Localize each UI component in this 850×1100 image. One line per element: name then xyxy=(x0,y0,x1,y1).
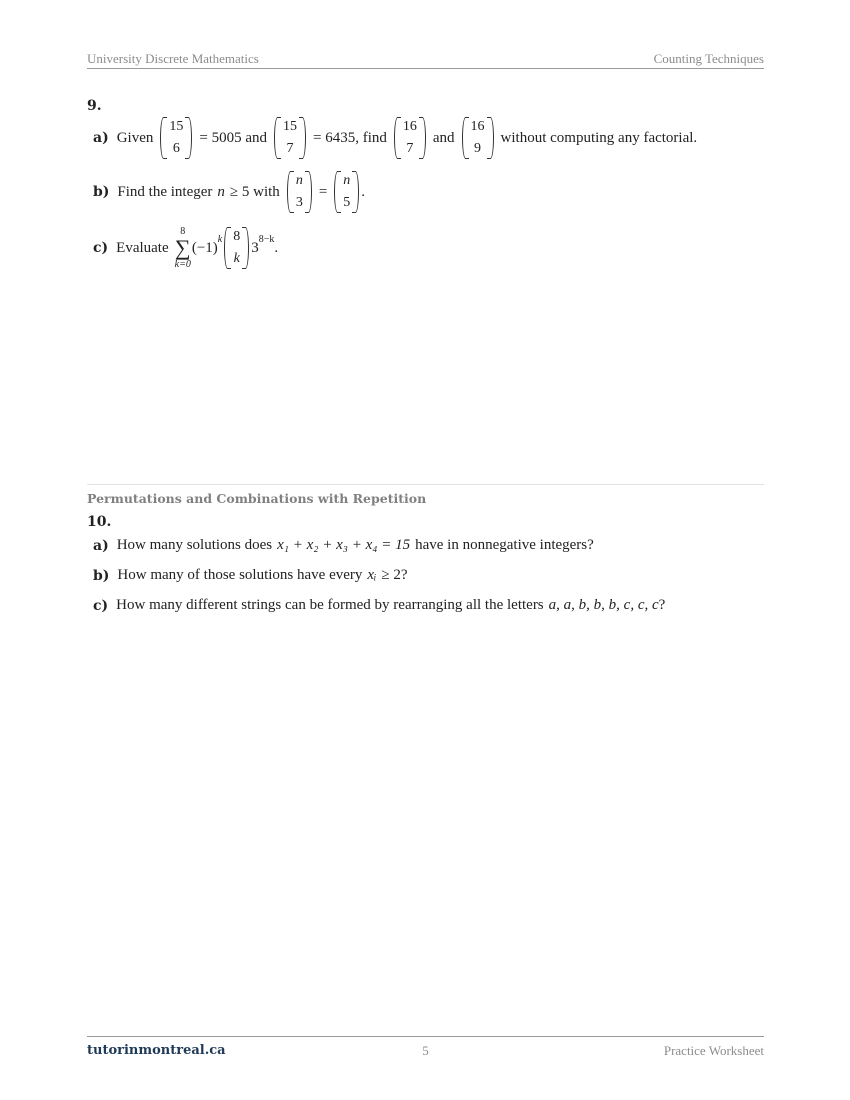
text: Given xyxy=(116,129,154,146)
footer-website-link[interactable]: tutorinmontreal.ca xyxy=(87,1043,226,1058)
header-course-title: University Discrete Mathematics xyxy=(87,51,259,66)
text: without computing any factorial. xyxy=(500,129,698,146)
binom-top: 8 xyxy=(233,229,241,244)
text: Find the integer xyxy=(117,183,213,200)
binom-top: 16 xyxy=(470,119,485,134)
variable: n xyxy=(217,183,225,200)
binom-top: n xyxy=(343,173,351,188)
binom-bottom: 3 xyxy=(295,195,303,210)
binomial xyxy=(160,117,192,159)
exponent: k xyxy=(217,234,223,245)
period: . xyxy=(361,183,366,200)
header-chapter-title: Counting Techniques xyxy=(653,51,764,66)
problem-9a xyxy=(93,117,697,159)
exponent: 8−k xyxy=(258,234,275,245)
problem-9-number: 9. xyxy=(87,98,102,114)
binomial xyxy=(394,117,426,159)
text: = 6435, find xyxy=(313,129,387,146)
text: ≥ 5 with xyxy=(229,183,280,200)
binom-bottom: 6 xyxy=(172,141,180,156)
binom-bottom: 5 xyxy=(343,195,351,210)
summation xyxy=(175,226,191,270)
binomial xyxy=(274,117,306,159)
problem-10-number: 10. xyxy=(87,514,112,530)
sigma-icon: ∑ xyxy=(174,235,191,260)
base: 3 xyxy=(251,239,259,256)
part-label: a) xyxy=(93,130,109,146)
binomial xyxy=(462,117,494,159)
term: (−1) xyxy=(191,239,218,256)
problem-10a xyxy=(93,537,594,554)
sum-upper-limit: 8 xyxy=(180,226,186,237)
binomial xyxy=(287,171,312,213)
problem-10b xyxy=(93,567,408,584)
footer-doc-type: Practice Worksheet xyxy=(663,1043,764,1058)
text: have in nonnegative integers? xyxy=(415,537,594,553)
text: = 5005 and xyxy=(199,129,267,146)
page-number: 5 xyxy=(422,1043,429,1058)
binomial xyxy=(224,227,249,269)
part-label: a) xyxy=(93,537,109,554)
binom-top: n xyxy=(295,173,303,188)
sum-lower-limit: k=0 xyxy=(174,259,191,270)
period: . xyxy=(274,239,279,256)
binom-bottom: 7 xyxy=(286,141,294,156)
binomial xyxy=(334,171,359,213)
section-title: Permutations and Combinations with Repetition xyxy=(87,484,764,506)
binom-bottom: k xyxy=(233,251,240,266)
text: and xyxy=(432,129,455,146)
binom-bottom: 7 xyxy=(406,141,414,156)
equation: x₁ + x₂ + x₃ + x₄ = 15 xyxy=(277,537,411,553)
variable: xᵢ xyxy=(367,567,377,583)
problem-9c xyxy=(93,226,278,270)
part-label: b) xyxy=(93,567,110,584)
letters: a, a, b, b, b, c, c, c xyxy=(548,597,659,613)
part-label: c) xyxy=(93,240,109,256)
text: Evaluate xyxy=(116,239,169,256)
question-mark: ? xyxy=(658,597,666,613)
binom-top: 16 xyxy=(402,119,417,134)
text: How many of those solutions have every xyxy=(117,567,363,583)
binom-top: 15 xyxy=(169,119,184,134)
page-header xyxy=(87,50,764,69)
problem-10c xyxy=(93,597,665,614)
part-label: c) xyxy=(93,597,109,614)
text: How many different strings can be formed by rearranging all the letters xyxy=(116,597,544,613)
text: How many solutions does xyxy=(116,537,273,553)
page-footer xyxy=(87,1036,764,1059)
binom-bottom: 9 xyxy=(474,141,482,156)
text: ≥ 2? xyxy=(381,567,408,583)
equals: = xyxy=(318,183,328,200)
binom-top: 15 xyxy=(283,119,297,134)
part-label: b) xyxy=(93,184,110,200)
problem-9b xyxy=(93,171,365,213)
